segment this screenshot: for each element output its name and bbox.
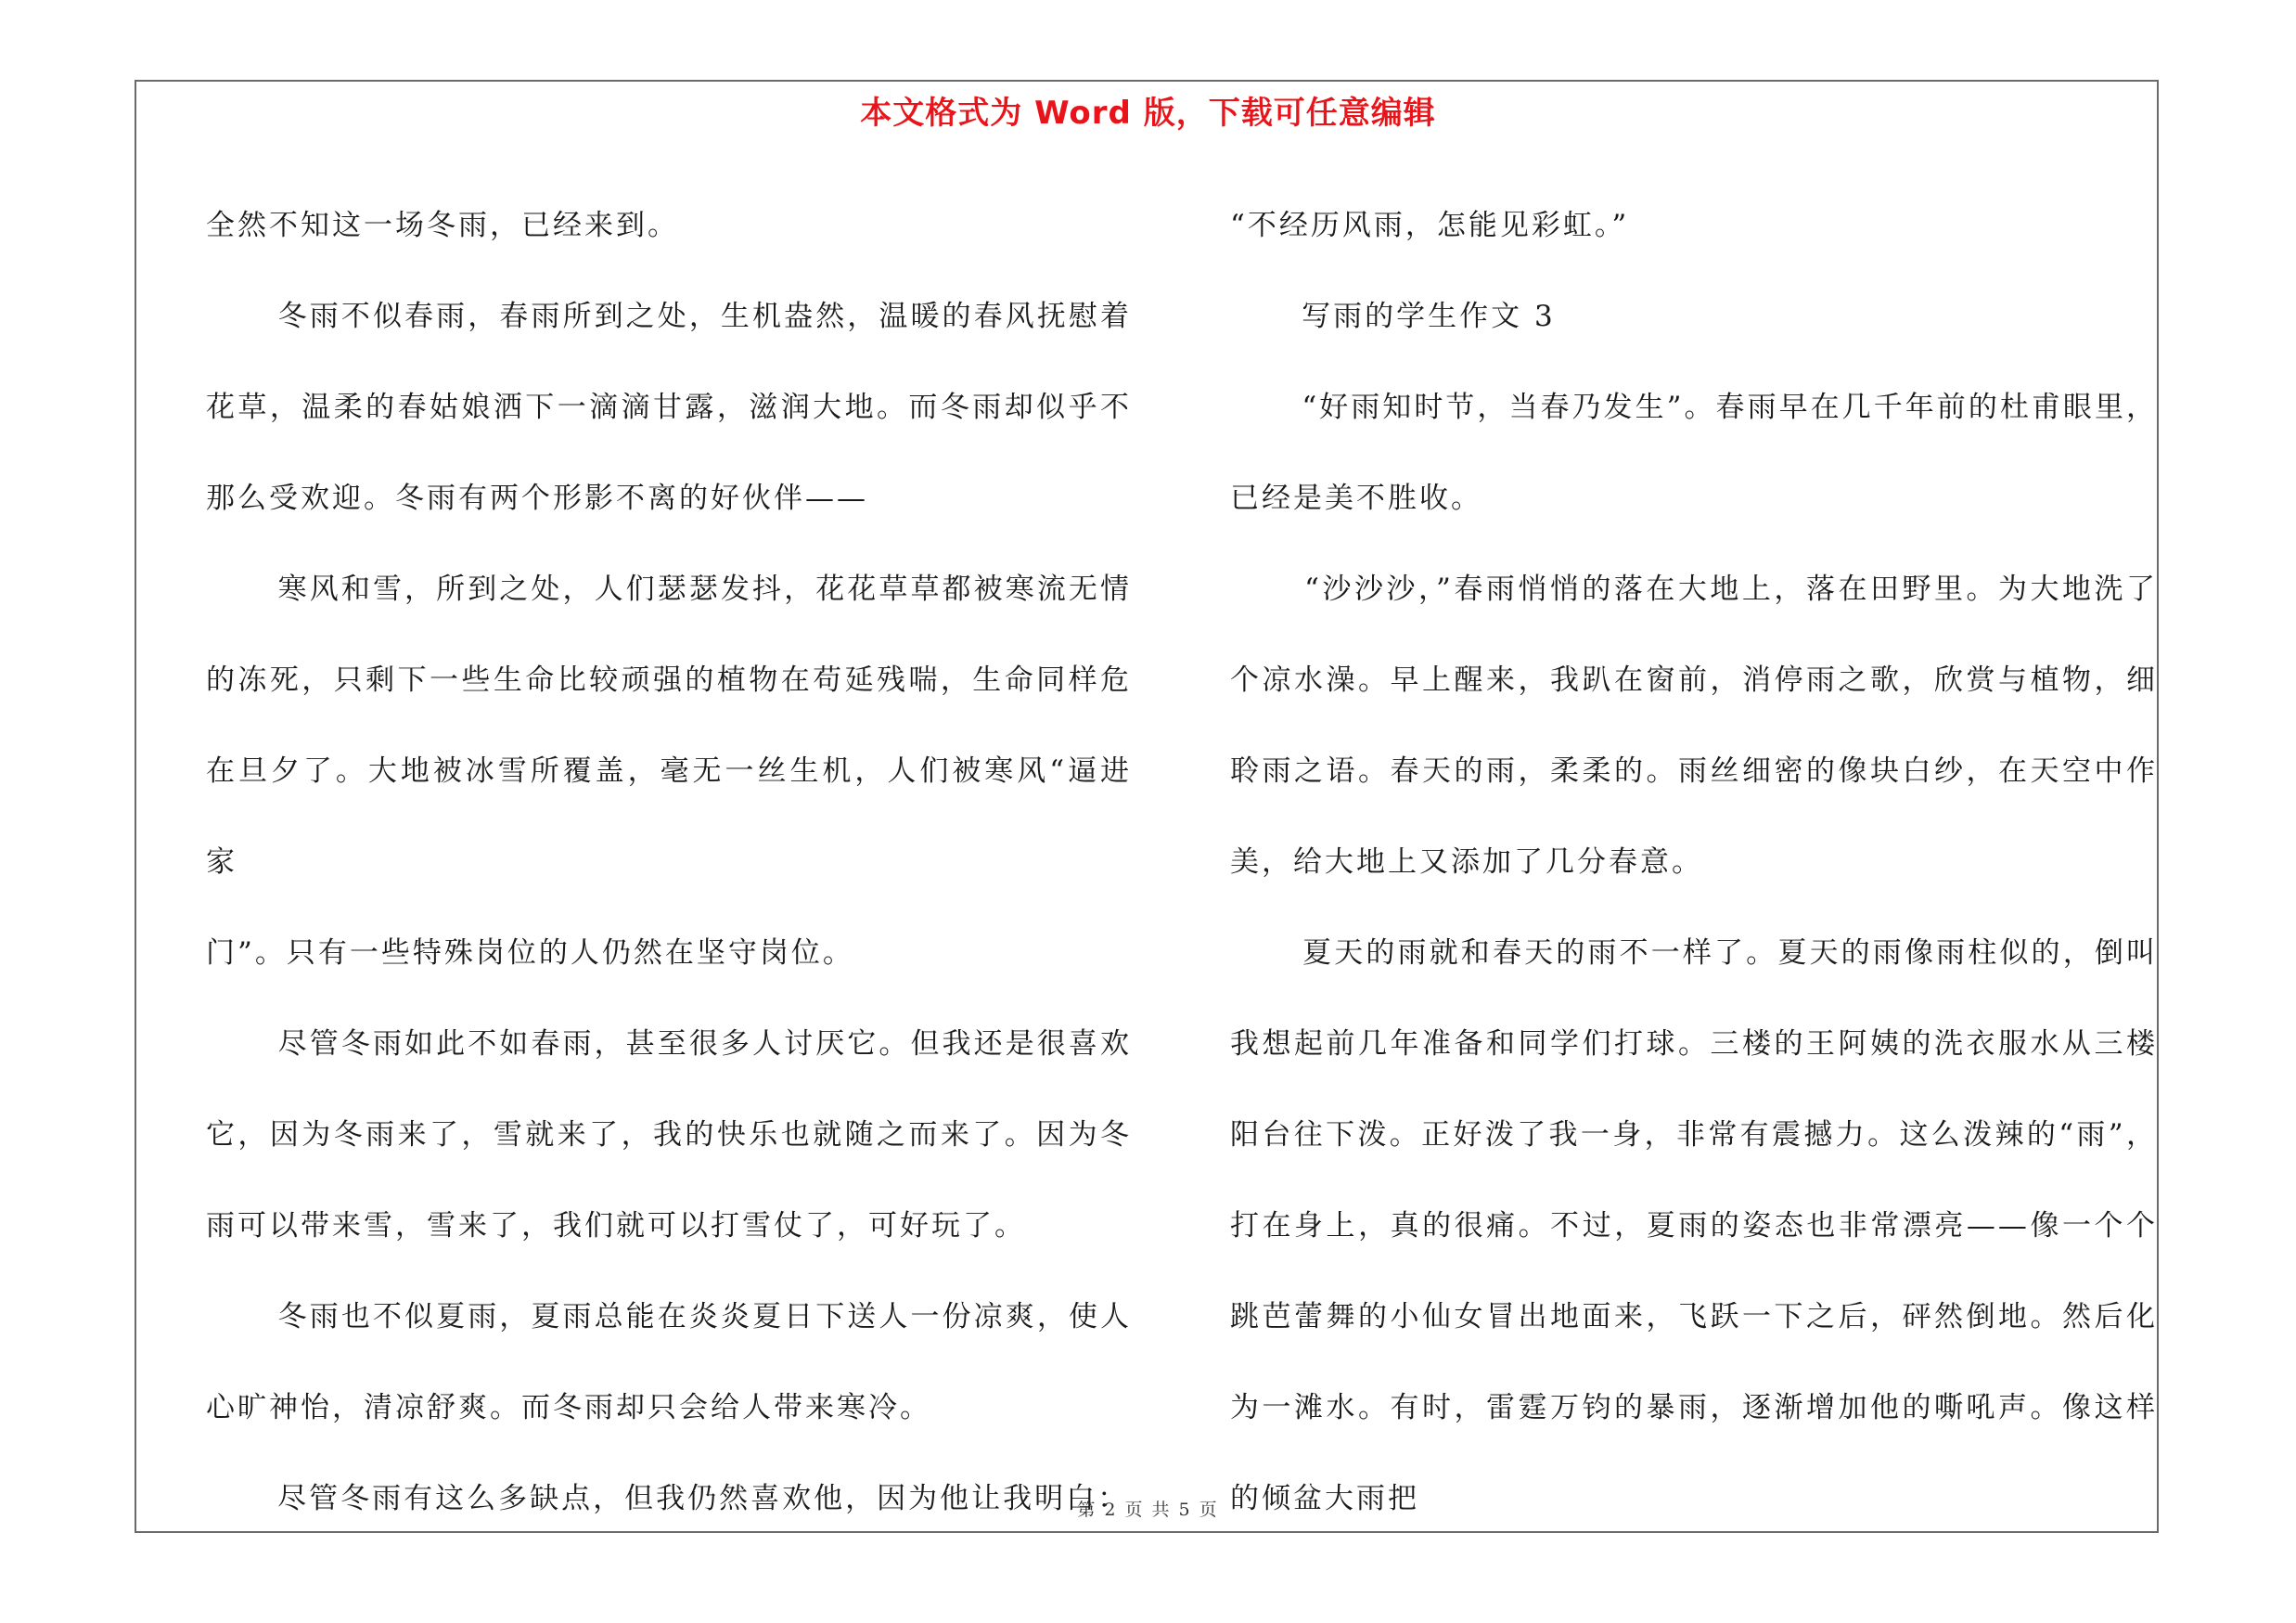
paragraph: “沙沙沙，”春雨悄悄的落在大地上，落在田野里。为大地洗了个凉水澡。早上醒来，我趴在窗前，消停雨之歌，欣赏与植物，细聆雨之语。春天的雨，柔柔的。雨丝细密的像块白纱，在天空中作美，给大地上又添加了几分春意。 <box>1230 573 2158 879</box>
paragraph: 寒风和雪，所到之处，人们瑟瑟发抖，花花草草都被寒流无情的冻死，只剩下一些生命比较顽强的植物在苟延残喘，生命同样危在旦夕了。大地被冰雪所覆盖，毫无一丝生机，人们被寒风“逼进家 门”。只有一些特殊岗位的人仍然在坚守岗位。 <box>206 573 1133 970</box>
section-heading: 写雨的学生作文 3 <box>1230 300 1556 333</box>
document-banner: 本文格式为 Word 版，下载可任意编辑 <box>860 95 1436 132</box>
left-column <box>206 180 1132 1544</box>
paragraph: 尽管冬雨有这么多缺点，但我仍然喜欢他，因为他让我明白： <box>206 1482 1130 1515</box>
paragraph: “好雨知时节，当春乃发生”。春雨早在几千年前的杜甫眼里，已经是美不胜收。 <box>1230 391 2158 515</box>
paragraph: 冬雨也不似夏雨，夏雨总能在炎炎夏日下送人一份凉爽，使人心旷神怡，清凉舒爽。而冬雨却只会给人带来寒冷。 <box>206 1300 1133 1424</box>
right-column <box>1230 180 2158 1544</box>
paragraph: 夏天的雨就和春天的雨不一样了。夏天的雨像雨柱似的，倒叫我想起前几年准备和同学们打球。三楼的王阿姨的洗衣服水从三楼阳台往下泼。正好泼了我一身，非常有震撼力。这么泼辣的“雨”，打在身上，真的很痛。不过，夏雨的姿态也非常漂亮——像一个个跳芭蕾舞的小仙女冒出地面来，飞跃一下之后，砰然倒地。然后化为一滩水。有时，雷霆万钧的暴雨，逐渐增加他的嘶吼声。像这样的倾盆大雨把 <box>1230 936 2159 1515</box>
paragraph: 尽管冬雨如此不如春雨，甚至很多人讨厌它。但我还是很喜欢它，因为冬雨来了，雪就来了，我的快乐也就随之而来了。因为冬雨可以带来雪，雪来了，我们就可以打雪仗了，可好玩了。 <box>206 1027 1133 1243</box>
paragraph: “不经历风雨，怎能见彩虹。” <box>1230 209 1630 242</box>
paragraph: 冬雨不似春雨，春雨所到之处，生机盎然，温暖的春风抚慰着花草，温柔的春姑娘洒下一滴滴甘露，滋润大地。而冬雨却似乎不那么受欢迎。冬雨有两个形影不离的好伙伴—— <box>206 300 1133 515</box>
paragraph: 全然不知这一场冬雨，已经来到。 <box>206 209 679 242</box>
page-number: 第 2 页 共 5 页 <box>1077 1500 1219 1520</box>
